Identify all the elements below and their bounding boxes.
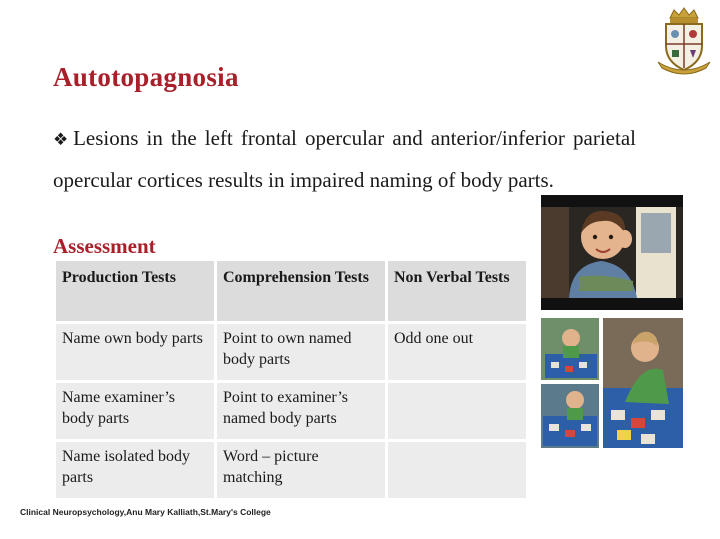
table-header-row [56, 261, 526, 321]
assessment-table [53, 258, 529, 501]
college-crest-icon [654, 6, 714, 76]
footer-credit: Clinical Neuropsychology,Anu Mary Kalliath,St.Mary's College [20, 507, 271, 517]
table-row [56, 383, 526, 439]
header-comprehension: Comprehension Tests [217, 261, 385, 321]
table-cell: Odd one out [388, 324, 526, 380]
table-cell: Word – picture matching [217, 442, 385, 498]
table-row [56, 324, 526, 380]
table-cell: Name examiner’s body parts [56, 383, 214, 439]
table-cell: Point to own named body parts [217, 324, 385, 380]
diamond-bullet-icon: ❖ [53, 130, 72, 149]
table-row [56, 442, 526, 498]
table-cell: Point to examiner’s named body parts [217, 383, 385, 439]
table-cell [388, 383, 526, 439]
header-production: Production Tests [56, 261, 214, 321]
header-nonverbal: Non Verbal Tests [388, 261, 526, 321]
assessment-heading: Assessment [53, 234, 156, 258]
child-touching-ear-photo [541, 195, 683, 310]
child-puzzle-photos [541, 318, 683, 448]
slide-title: Autotopagnosia [53, 62, 239, 92]
table-cell: Name isolated body parts [56, 442, 214, 498]
table-cell [388, 442, 526, 498]
bullet-point [53, 118, 636, 200]
table-cell: Name own body parts [56, 324, 214, 380]
bullet-text: Lesions in the left frontal opercular and anterior/inferior parietal opercular cortices results in impaired naming of body parts. [53, 126, 636, 192]
